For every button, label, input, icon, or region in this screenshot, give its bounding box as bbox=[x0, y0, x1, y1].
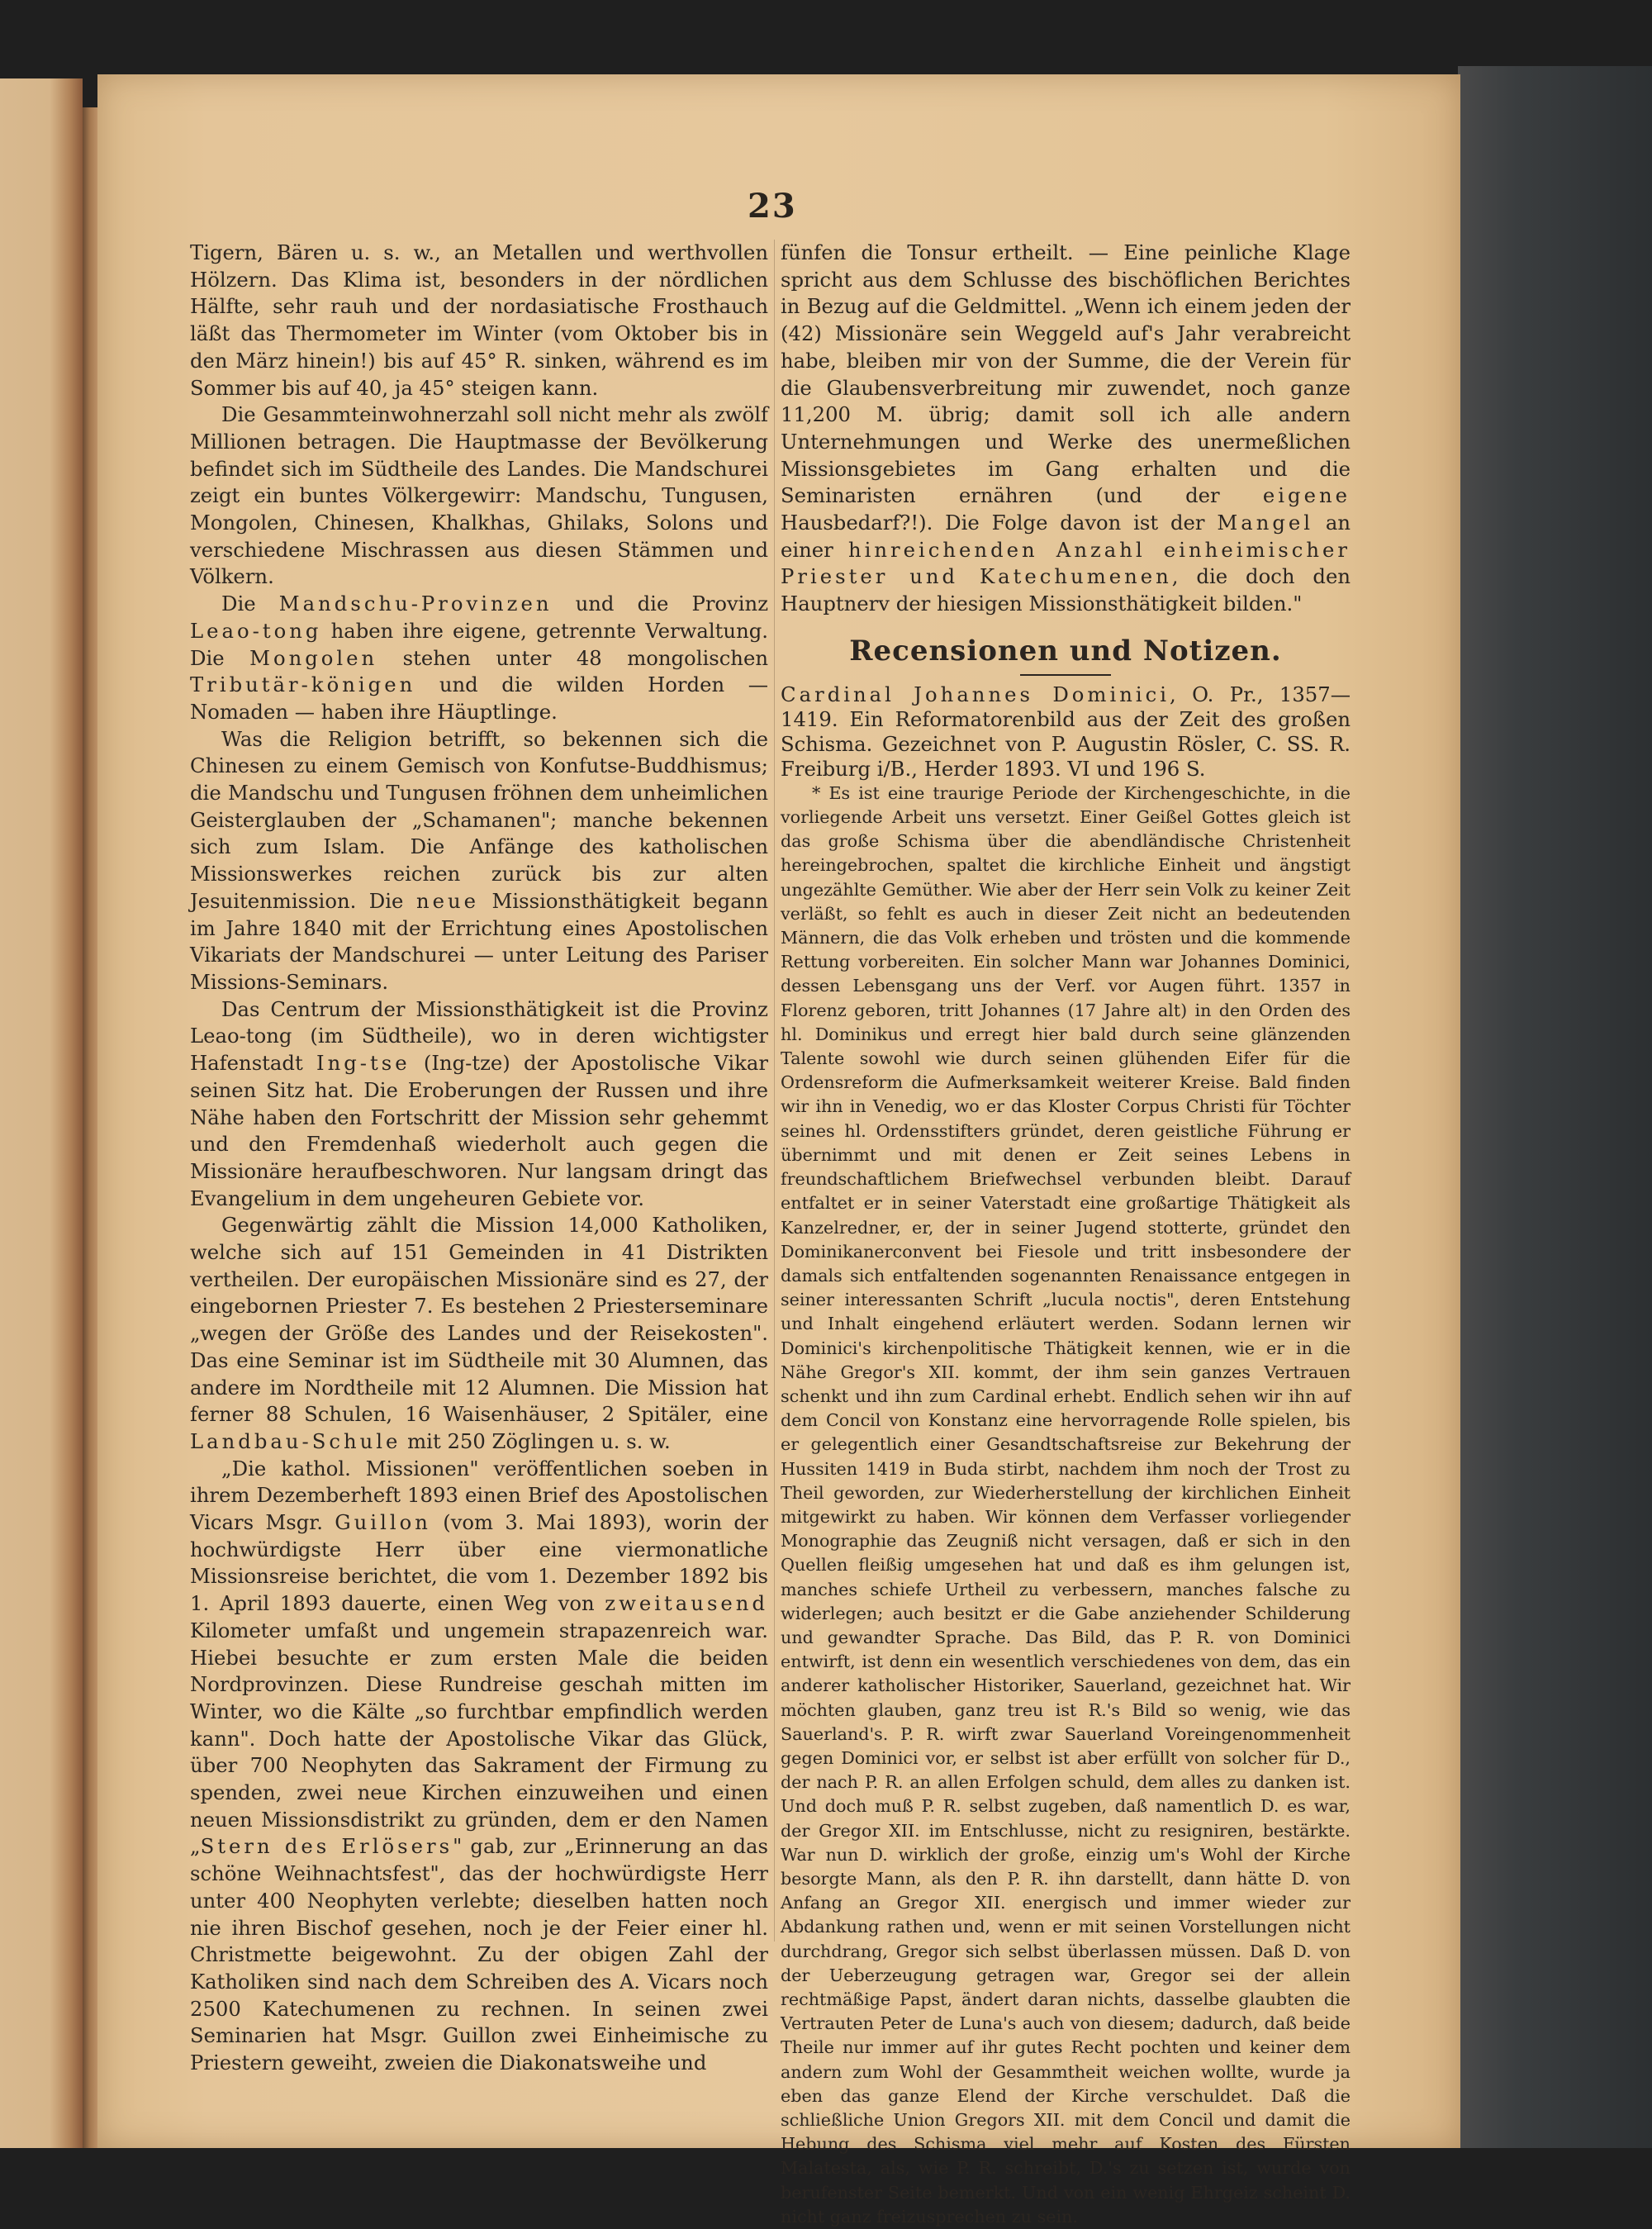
text-run: „Die kathol. Missionen" veröffentlichen soeben in ihrem Dezemberheft 1893 einen Brief des Apostolischen Vicars Msgr. bbox=[190, 1456, 768, 1535]
text-run: und die wilden Horden — Nomaden — haben ihre Häuptlinge. bbox=[190, 673, 768, 724]
paragraph bbox=[781, 240, 1351, 618]
paragraph bbox=[190, 591, 768, 726]
text-run: (vom 3. Mai 1893), worin der hochwürdigste Herr über eine viermonatliche Missionsreise berichtet, die vom 1. Dezember 1892 bis 1. April 1893 dauerte, einen Weg von bbox=[190, 1510, 768, 1616]
paragraph bbox=[190, 1456, 768, 2077]
text-run: fünfen die Tonsur ertheilt. — Eine peinliche Klage spricht aus dem Schlusse des bischöflichen Berichtes in Bezug auf die Geldmittel. „Wenn ich einem jeden der (42) Missionäre sein Weggeld auf's Jahr verabreicht habe, bleiben mir von der Summe, die der Verein für die Glaubensverbreitung mir zuwendet, noch ganze 11,200 M. übrig; damit soll ich alle andern Unternehmungen und Werke des unermeßlichen Missionsgebietes im Gang erhalten und die Seminaristen ernähren (und der bbox=[781, 240, 1351, 508]
page-number: 23 bbox=[748, 187, 797, 226]
text-run: Kilometer umfaßt und ungemein strapazenreich war. Hiebei besuchte er zum ersten Male die beiden Nordprovinzen. Diese Rundreise geschah mitten im Winter, wo die Kälte „so furchtbar empfindlich werden kann". Doch hatte der Apostolische Vikar das Glück, über 700 Neophyten das Sakrament der Firmung zu spenden, zwei neue Kirchen einzuweihen und einen neuen Missionsdistrikt zu gründen, dem er den Namen „ bbox=[190, 1618, 768, 1859]
paragraph bbox=[190, 996, 768, 1213]
emphasis-text: Leao-tong bbox=[190, 618, 322, 643]
review-citation bbox=[781, 682, 1351, 782]
emphasis-text: Stern des Erlösers bbox=[200, 1834, 453, 1859]
emphasis-text: zweitausend bbox=[605, 1591, 768, 1616]
column-divider bbox=[774, 240, 775, 1941]
text-run: haben ihre eigene, getrennte Verwaltung. Die bbox=[190, 618, 768, 670]
paragraph bbox=[190, 726, 768, 996]
paragraph bbox=[190, 1212, 768, 1455]
review-citation-details: , O. Pr., 1357—1419. Ein Reformatorenbild aus der Zeit des großen Schisma. Gezeichnet von P. Augustin Rösler, C. SS. R. Freiburg i/B., Herder 1893. VI und 196 S. bbox=[781, 682, 1351, 781]
text-run: Missionsthätigkeit begann im Jahre 1840 mit der Errichtung eines Apostolischen Vikariats der Mandschurei — unter Leitung des Pariser Missions-Seminars. bbox=[190, 888, 768, 994]
emphasis-text: Mandschu-Provinzen bbox=[278, 592, 553, 616]
paragraph: Tigern, Bären u. s. w., an Metallen und werthvollen Hölzern. Das Klima ist, besonders in der nördlichen Hälfte, sehr rauh und der nordasiatische Frosthauch läßt das Thermometer im Winter (vom Oktober bis in den März hinein!) bis auf 45° R. sinken, während es im Sommer bis auf 40, ja 45° steigen kann. bbox=[190, 240, 768, 400]
text-run: Gegenwärtig zählt die Mission 14,000 Katholiken, welche sich auf 151 Gemeinden in 41 Distrikten vertheilen. Der europäischen Missionäre sind es 27, der eingebornen Priester 7. Es bestehen 2 Priesterseminare „wegen der Größe des Landes und der Reisekosten". Das eine Seminar ist im Südtheile mit 30 Alumnen, das andere im Nordtheile mit 12 Alumnen. Die Mission hat ferner 88 Schulen, 16 Waisenhäuser, 2 Spitäler, eine bbox=[190, 1213, 768, 1427]
text-run: (Ing-tze) der Apostolische Vikar seinen Sitz hat. Die Eroberungen der Russen und ihre Nähe haben den Fortschritt der Mission sehr gehemmt und den Fremdenhaß wiederholt auch gegen die Missionäre heraufbeschworen. Nur langsam dringt das Evangelium in dem ungeheuren Gebiete vor. bbox=[190, 1051, 768, 1210]
emphasis-text: Guillon bbox=[335, 1510, 431, 1535]
paragraph: Die Gesammteinwohnerzahl soll nicht mehr als zwölf Millionen betragen. Die Hauptmasse der Bevölkerung befindet sich im Südtheile des Landes. Die Mandschurei zeigt ein buntes Völkergewirr: Mandschu, Tungusen, Mongolen, Chinesen, Khalkhas, Ghilaks, Solons und verschiedene Mischrassen aus diesen Stämmen und Völkern. bbox=[190, 402, 768, 589]
text-run: an einer bbox=[781, 511, 1351, 562]
text-run: Hausbedarf?!). Die Folge davon ist der bbox=[781, 511, 1218, 535]
text-run: stehen unter 48 mongolischen bbox=[377, 645, 768, 670]
emphasis-text: Tributär-königen bbox=[190, 673, 416, 697]
emphasis-text: Landbau-Schule bbox=[190, 1428, 401, 1453]
book-cover-edge bbox=[1458, 66, 1652, 2148]
review-title: Cardinal Johannes Dominici bbox=[781, 682, 1170, 706]
text-run: , die doch den Hauptnerv der hiesigen Missionsthätigkeit bilden." bbox=[781, 564, 1351, 616]
emphasis-text: Ing-tse bbox=[316, 1051, 411, 1076]
review-text: * Es ist eine traurige Periode der Kirchengeschichte, in die vorliegende Arbeit uns versetzt. Einer Geißel Gottes gleich ist das große Schisma über die abendländische Christenheit hereingebrochen, spaltet die kirchliche Einheit und ängstigt ungezählte Gemüther. Wie aber der Herr sein Volk zu keiner Zeit verläßt, so fehlt es auch in dieser Zeit nicht an bedeutenden Männern, die das Volk erheben und trösten und die kommende Rettung vorbereiten. Ein solcher Mann war Johannes Dominici, dessen Lebensgang uns der Verf. vor Augen führt. 1357 in Florenz geboren, tritt Johannes (17 Jahre alt) in den Orden des hl. Dominikus und erregt hier bald durch seine glänzenden Talente sowohl wie durch seinen glühenden Eifer für die Ordensreform die Aufmerksamkeit weiterer Kreise. Bald finden wir ihn in Venedig, wo er das Kloster Corpus Christi für Töchter seines hl. Ordensstifters gründet, deren geistliche Führung er übernimmt und mit denen er Zeit seines Lebens in freundschaftlichem Briefwechsel verbunden bleibt. Darauf entfaltet er in seiner Vaterstadt eine großartige Thätigkeit als Kanzelredner, er, der in seiner Jugend stotterte, gründet den Dominikanerconvent bei Fiesole und tritt insbesondere der damals sich entfaltenden sogenannten Renaissance entgegen in seiner interessanten Schrift „lucula noctis", deren Entstehung und Inhalt eingehend erläutert werden. Sodann lernen wir Dominici's kirchenpolitische Thätigkeit kennen, wie er in die Nähe Gregor's XII. kommt, der ihm sein ganzes Vertrauen schenkt und ihn zum Cardinal erhebt. Endlich sehen wir ihn auf dem Concil von Konstanz eine hervorragende Rolle spielen, bis er gelegentlich einer Gesandtschaftsreise zur Bekehrung der Hussiten 1419 in Buda stirbt, nachdem ihm noch der Trost zu Theil geworden, zur Wiederherstellung der kirchlichen Einheit mitgewirkt zu haben. Wir können dem Verfasser vorliegender Monographie das Zeugniß nicht versagen, daß er sich in den Quellen fleißig umgesehen hat und daß es ihm gelungen ist, manches schiefe Urtheil zu verbessern, manches falsche zu widerlegen; auch besitzt er die Gabe anziehender Schilderung und gewandter Sprache. Das Bild, das P. R. von Dominici entwirft, ist denn ein wesentlich verschiedenes von dem, das ein anderer katholischer Historiker, Sauerland, gezeichnet hat. Wir möchten glauben, ganz treu ist R.'s Bild so wenig, wie das Sauerland's. P. R. wirft zwar Sauerland Voreingenommenheit gegen Dominici vor, er selbst ist aber erfüllt von solcher für D., der nach P. R. an allen Erfolgen schuld, dem alles zu danken ist. Und doch muß P. R. selbst zugeben, daß namentlich D. es war, der Gregor XII. im Entschlusse, nicht zu resigniren, bestärkte. War nun D. wirklich der große, einzig um's Wohl der Kirche besorgte Mann, als den P. R. ihn darstellt, dann hätte D. von Anfang an Gregor XII. energisch und immer wieder zur Abdankung rathen und, wenn er mit seinen Vorstellungen nicht durchdrang, Gregor sich selbst überlassen müssen. Daß D. von der Ueberzeugung getragen war, Gregor sei der allein rechtmäßige Papst, ändert daran nichts, dasselbe glaubten die Vertrauten Peter de Luna's auch von diesem; dadurch, daß beide Theile nur immer auf ihr gutes Recht pochten und keiner dem andern zum Wohl der Gesammtheit weichen wollte, wurde ja eben das ganze Elend der Kirche verschuldet. Daß die schließliche Union Gregors XII. mit dem Concil und damit die Hebung des Schisma viel mehr auf Kosten des Fürsten Malatesta, als, wie P. R. schreibt, D.'s zu setzen ist, wurde von berufenster Seite bemerkt. Und von ein wenig Ehrgeiz scheint D. nicht ganz freizusprechen zu sein. bbox=[781, 782, 1351, 2227]
emphasis-text: neue bbox=[415, 888, 479, 913]
text-run: mit 250 Zöglingen u. s. w. bbox=[401, 1428, 671, 1453]
emphasis-text: Mangel bbox=[1217, 511, 1314, 535]
emphasis-text: eigene bbox=[1262, 483, 1351, 508]
text-run: " gab, zur „Erinnerung an das schöne Weihnachtsfest", das der hochwürdigste Herr unter 400 Neophyten verlebte; dieselben hatten noch nie ihren Bischof gesehen, noch je der Feier einer hl. Christmette beigewohnt. Zu der obigen Zahl der Katholiken sind nach dem Schreiben des A. Vicars noch 2500 Katechumenen zu rechnen. In seinen zwei Seminarien hat Msgr. Guillon zwei Einheimische zu Priestern geweiht, zweien die Diakonatsweihe und bbox=[190, 1834, 768, 2075]
left-page-edge bbox=[0, 78, 83, 2148]
section-heading: Recensionen und Notizen. bbox=[849, 634, 1282, 668]
text-run: Die bbox=[221, 592, 279, 616]
left-text-column bbox=[190, 240, 768, 2077]
emphasis-text: hinreichenden Anzahl einheimischer Priester und Katechumenen bbox=[781, 537, 1351, 589]
text-run: und die Provinz bbox=[552, 592, 769, 616]
text-run: Was die Religion betrifft, so bekennen sich die Chinesen zu einem Gemisch von Konfutse-Buddhismus; die Mandschu und Tungusen fröhnen dem unheimlichen Geisterglauben der „Schamanen"; manche bekennen sich zum Islam. Die Anfänge des katholischen Missionswerkes reichen zurück bis zur alten Jesuitenmission. Die bbox=[190, 726, 768, 913]
text-run: Das Centrum der Missionsthätigkeit ist die Provinz Leao-tong (im Südtheile), wo in deren wichtigster Hafenstadt bbox=[190, 996, 768, 1076]
emphasis-text: Mongolen bbox=[249, 645, 378, 670]
right-text-column bbox=[781, 240, 1351, 2229]
heading-rule bbox=[1020, 674, 1111, 676]
